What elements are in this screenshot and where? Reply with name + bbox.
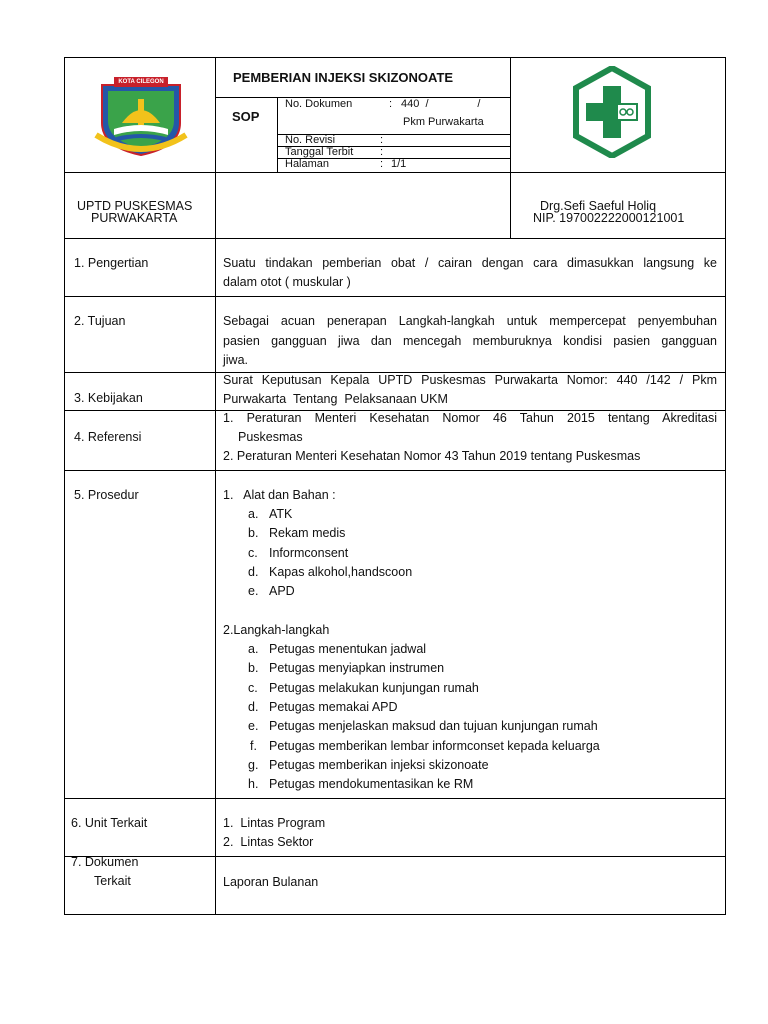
prosedur-group2-title: 2.Langkah-langkah <box>223 623 330 637</box>
signer-nip: NIP. 197002222000121001 <box>533 211 685 225</box>
sop-label: SOP <box>232 109 260 124</box>
list-item: Petugas menyiapkan instrumen <box>269 661 445 675</box>
org-name-line2: PURWAKARTA <box>91 211 178 225</box>
list-item: Petugas memberikan lembar informconset kepada keluarga <box>269 739 600 753</box>
list-item-marker: c. <box>248 681 258 695</box>
unit-terkait-item1: 1. Lintas Program <box>223 816 326 830</box>
list-item: Petugas menentukan jadwal <box>269 642 427 656</box>
list-item-marker: h. <box>248 777 259 791</box>
list-item-marker: a. <box>248 507 259 521</box>
meta-revision-sep: : <box>380 134 384 146</box>
section-pengertian-line2: dalam otot ( muskular ) <box>223 275 351 289</box>
section-tujuan-label: 2. Tujuan <box>74 314 126 328</box>
signer-name: Drg.Sefi Saeful Holiq <box>540 199 657 213</box>
section-pengertian-label: 1. Pengertian <box>74 256 149 270</box>
list-item-marker: d. <box>248 700 259 714</box>
list-item: Petugas memberikan injeksi skizonoate <box>269 758 489 772</box>
list-item-marker: f. <box>250 739 257 753</box>
section-prosedur-label: 5. Prosedur <box>74 488 139 502</box>
meta-revision-label: No. Revisi <box>285 134 336 146</box>
meta-page-sep: : <box>380 158 384 170</box>
list-item: Petugas menjelaskan maksud dan tujuan kunjungan rumah <box>269 719 598 733</box>
unit-terkait-item2: 2. Lintas Sektor <box>223 835 314 849</box>
meta-doc-number-sep: : <box>389 98 393 110</box>
section-tujuan-line2: pasien gangguan jiwa dan mencegah memburuknya kondisi pasien gangguan <box>223 334 717 348</box>
meta-page-label: Halaman <box>285 158 330 170</box>
meta-doc-number-value: 440 / / <box>401 98 481 110</box>
section-dokumen-terkait-label-line1: 7. Dokumen <box>71 855 139 869</box>
city-emblem-logo <box>92 77 190 157</box>
list-item: APD <box>269 584 295 598</box>
section-tujuan-line3: jiwa. <box>223 353 249 367</box>
section-dokumen-terkait-label-line2: Terkait <box>94 874 131 888</box>
list-item: Petugas melakukan kunjungan rumah <box>269 681 479 695</box>
list-item: Informconsent <box>269 546 349 560</box>
section-kebijakan-label: 3. Kebijakan <box>74 391 143 405</box>
org-name-line1: UPTD PUSKESMAS <box>77 199 193 213</box>
list-item-marker: d. <box>248 565 259 579</box>
section-pengertian-line1: Suatu tindakan pemberian obat / cairan dengan cara dimasukkan langsung ke <box>223 256 717 270</box>
meta-doc-number-label: No. Dokumen <box>285 98 353 110</box>
list-item-marker: c. <box>248 546 258 560</box>
list-item-marker: b. <box>248 526 259 540</box>
list-item: Kapas alkohol,handscoon <box>269 565 413 579</box>
list-item: Petugas memakai APD <box>269 700 398 714</box>
document-title: PEMBERIAN INJEKSI SKIZONOATE <box>233 70 454 85</box>
section-referensi-item1-line2: Puskesmas <box>238 430 303 444</box>
meta-page-value: 1/1 <box>391 158 407 170</box>
list-item-marker: g. <box>248 758 259 772</box>
meta-issue-date-sep: : <box>380 146 384 158</box>
list-item-marker: e. <box>248 719 259 733</box>
city-emblem-banner-text: KOTA CILEGON <box>118 79 164 85</box>
list-item: Petugas mendokumentasikan ke RM <box>269 777 474 791</box>
section-referensi-item1-line1: 1. Peraturan Menteri Kesehatan Nomor 46 Tahun 2015 tentang Akreditasi <box>223 411 717 425</box>
list-item-marker: e. <box>248 584 259 598</box>
list-item-marker: b. <box>248 661 259 675</box>
health-cross-logo <box>572 66 652 158</box>
list-item: Rekam medis <box>269 526 346 540</box>
section-unit-terkait-label: 6. Unit Terkait <box>71 816 148 830</box>
section-kebijakan-line2: Purwakarta Tentang Pelaksanaan UKM <box>223 392 448 406</box>
section-kebijakan-line1: Surat Keputusan Kepala UPTD Puskesmas Purwakarta Nomor: 440 /142 / Pkm <box>223 373 717 387</box>
list-item-marker: a. <box>248 642 259 656</box>
section-referensi-item2: 2. Peraturan Menteri Kesehatan Nomor 43 Tahun 2019 tentang Puskesmas <box>223 449 641 463</box>
prosedur-group1-title: 1. Alat dan Bahan : <box>223 488 336 502</box>
section-tujuan-line1: Sebagai acuan penerapan Langkah-langkah untuk mempercepat penyembuhan <box>223 314 717 328</box>
meta-doc-number-value-2: Pkm Purwakarta <box>403 116 484 128</box>
dokumen-terkait-value: Laporan Bulanan <box>223 875 319 889</box>
section-referensi-label: 4. Referensi <box>74 430 142 444</box>
list-item: ATK <box>269 507 293 521</box>
meta-issue-date-label: Tanggal Terbit <box>285 146 354 158</box>
